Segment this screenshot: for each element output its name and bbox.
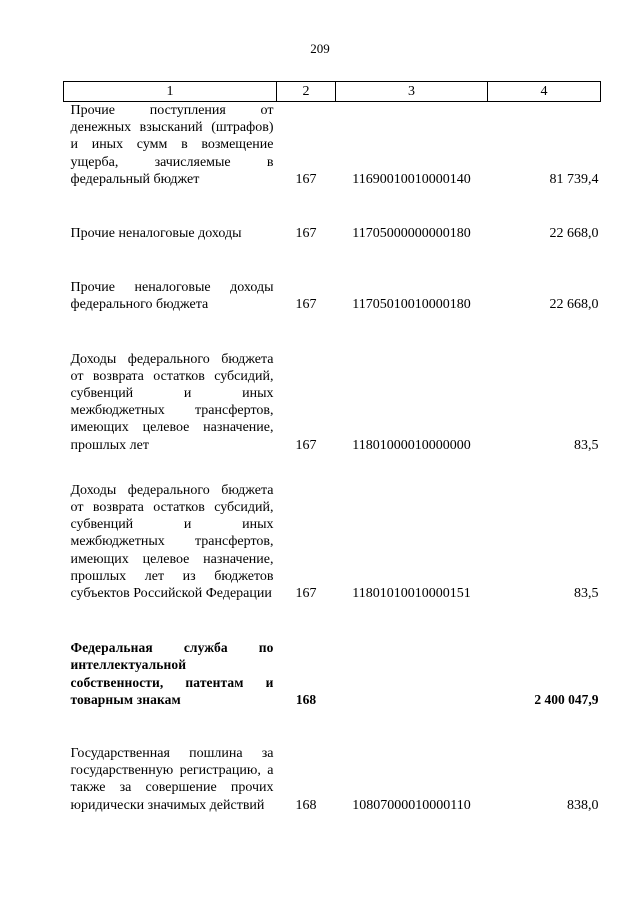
row-code: 167 [295,586,317,602]
row-amount: 22 668,0 [549,297,599,313]
table-row [64,482,601,602]
row-spacer [64,314,601,351]
row-code: 167 [295,226,317,242]
row-name: Доходы федерального бюджета от возврата остатков субсидий, субвенций и иных межбюджетных трансфертов, имеющих целевое назначение, прошлых лет из бюджетов субъектов Российской Федерации [70,482,274,602]
row-code: 168 [295,797,317,813]
row-name: Прочие неналоговые доходы федерального бюджета [70,280,274,313]
row-code: 167 [295,437,317,453]
row-kbk: 11690010010000140 [352,171,471,187]
table-row [64,351,601,454]
row-amount: 81 739,4 [549,171,599,187]
row-spacer [64,454,601,482]
row-kbk [336,639,488,708]
row-code: 168 [295,691,317,707]
row-amount: 22 668,0 [549,226,599,242]
row-spacer [64,242,601,279]
row-name: Прочие поступления от денежных взысканий (штрафов) и иных сумм в возмещение ущерба, зачисляемые в федеральный бюджет [70,103,274,187]
table-row [64,225,601,242]
row-code: 167 [295,297,317,313]
table-row-agency [64,639,601,708]
row-spacer [64,188,601,225]
row-amount: 83,5 [574,586,599,602]
row-kbk: 11801010010000151 [352,586,471,602]
column-header-3: 3 [336,82,488,102]
table-row [64,102,601,189]
row-kbk: 10807000010000110 [352,797,471,813]
row-amount: 83,5 [574,437,599,453]
column-header-4: 4 [488,82,601,102]
row-spacer [64,708,601,745]
row-kbk: 11801000010000000 [352,437,471,453]
row-amount: 838,0 [567,797,599,813]
row-name: Государственная пошлина за государственную регистрацию, а также за совершение прочих юридически значимых действий [70,746,274,813]
row-name: Доходы федерального бюджета от возврата остатков субсидий, субвенций и иных межбюджетных трансфертов, имеющих целевое назначение, прошлых лет [70,351,274,453]
row-spacer [64,602,601,639]
budget-table [63,81,601,814]
row-name: Прочие неналоговые доходы [70,226,242,242]
column-header-1: 1 [64,82,277,102]
column-header-2: 2 [277,82,336,102]
row-kbk: 11705010010000180 [352,297,471,313]
page-number: 209 [310,41,330,56]
row-amount: 2 400 047,9 [534,691,599,707]
row-code: 167 [295,171,317,187]
row-kbk: 11705000000000180 [352,226,471,242]
table-row [64,279,601,313]
table-row [64,745,601,814]
row-name: Федеральная служба по интеллектуальной собственности, патентам и товарным знакам [70,640,274,707]
table-header-row [64,82,601,102]
